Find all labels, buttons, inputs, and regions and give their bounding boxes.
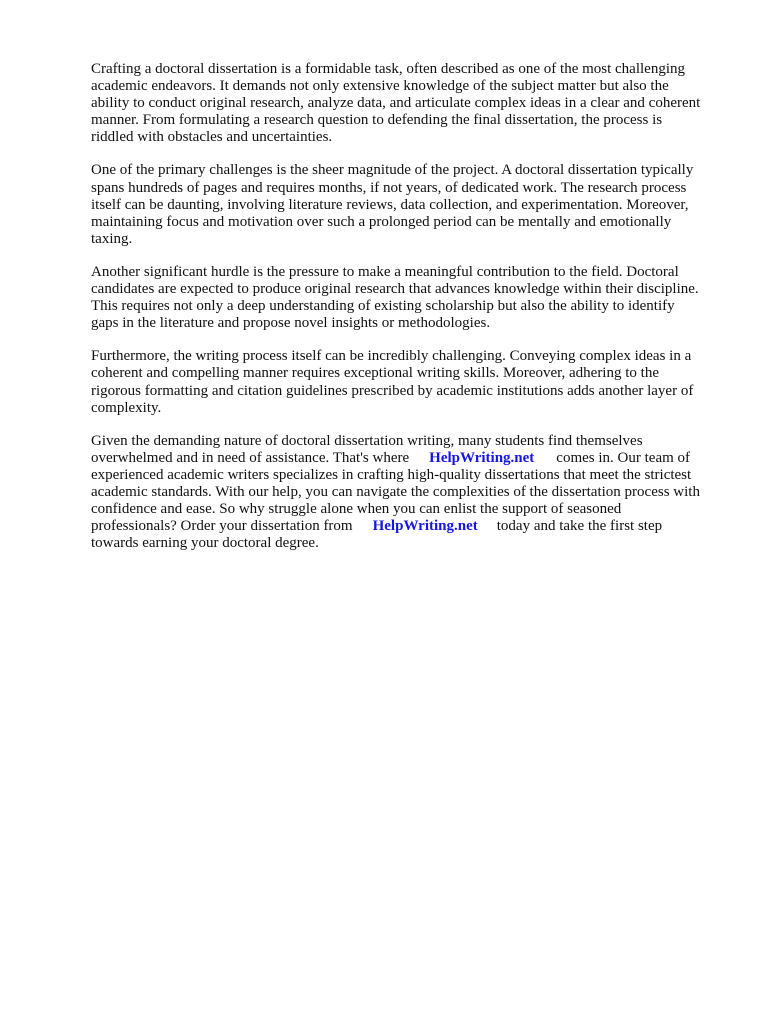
text-line: riddled with obstacles and uncertainties. xyxy=(91,129,333,146)
text-line: maintaining focus and motivation over such a prolonged period can be mentally and emotionally xyxy=(91,213,672,230)
text-line: academic standards. With our help, you can navigate the complexities of the dissertation process with xyxy=(91,483,700,500)
text-line: manner. From formulating a research question to defending the final dissertation, the process is xyxy=(91,112,663,129)
text-line: experienced academic writers specializes in crafting high-quality dissertations that meet the strictest xyxy=(91,466,692,483)
text-segment: comes in. Our team of xyxy=(556,449,691,466)
text-line-with-link xyxy=(91,450,731,467)
paragraph-1 xyxy=(91,61,731,146)
document-body xyxy=(91,61,731,568)
text-line: academic endeavors. It demands not only extensive knowledge of the subject matter but also the xyxy=(91,78,669,95)
text-line: ability to conduct original research, analyze data, and articulate complex ideas in a clear and coherent xyxy=(91,95,701,112)
text-line: candidates are expected to produce original research that advances knowledge within their discipline. xyxy=(91,281,699,298)
text-line: Crafting a doctoral dissertation is a formidable task, often described as one of the most challenging xyxy=(91,61,685,77)
text-segment: today and take the first step xyxy=(496,518,663,535)
text-line-with-link xyxy=(91,518,731,535)
paragraph-4 xyxy=(91,348,731,416)
text-line: towards earning your doctoral degree. xyxy=(91,535,319,552)
text-line: coherent and compelling manner requires exceptional writing skills. Moreover, adhering to the xyxy=(91,365,659,382)
text-line: Another significant hurdle is the pressure to make a meaningful contribution to the field. Doctoral xyxy=(91,263,679,280)
text-line: gaps in the literature and propose novel insights or methodologies. xyxy=(91,315,491,332)
text-line: rigorous formatting and citation guidelines prescribed by academic institutions adds another layer of xyxy=(91,382,694,399)
text-segment: overwhelmed and in need of assistance. That's where xyxy=(91,449,410,466)
text-segment: professionals? Order your dissertation from xyxy=(91,518,353,535)
helpwriting-link[interactable]: HelpWriting.net xyxy=(372,518,478,535)
paragraph-2 xyxy=(91,162,731,247)
helpwriting-link[interactable]: HelpWriting.net xyxy=(429,449,535,466)
paragraph-5 xyxy=(91,433,731,553)
text-line: spans hundreds of pages and requires months, if not years, of dedicated work. The research process xyxy=(91,179,687,196)
text-line: Given the demanding nature of doctoral dissertation writing, many students find themselves xyxy=(91,432,643,449)
text-line: Furthermore, the writing process itself can be incredibly challenging. Conveying complex ideas in a xyxy=(91,348,692,365)
text-line: confidence and ease. So why struggle alone when you can enlist the support of seasoned xyxy=(91,501,622,518)
text-line: complexity. xyxy=(91,399,162,416)
text-line: This requires not only a deep understanding of existing scholarship but also the ability to identify xyxy=(91,298,675,315)
text-line: taxing. xyxy=(91,230,133,247)
paragraph-3 xyxy=(91,264,731,332)
text-line: One of the primary challenges is the sheer magnitude of the project. A doctoral dissertation typically xyxy=(91,162,694,179)
text-line: itself can be daunting, involving literature reviews, data collection, and experimentation. Moreover, xyxy=(91,196,689,213)
